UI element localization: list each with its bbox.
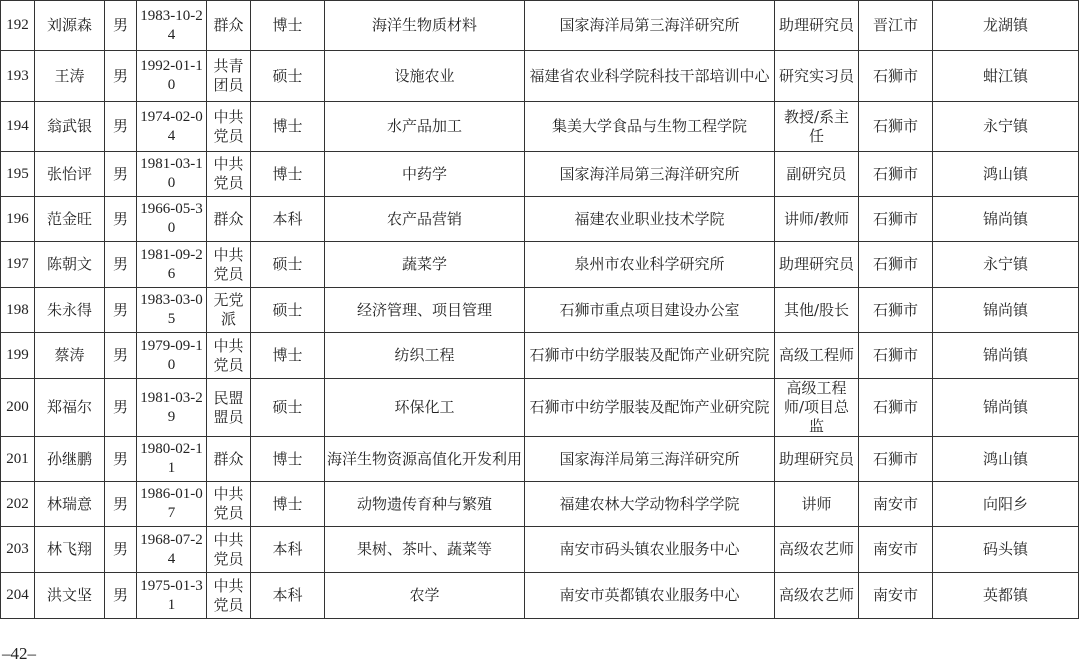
job-title-cell: 讲师/教师 — [775, 197, 859, 242]
specialty-cell: 中药学 — [325, 152, 525, 197]
row-number: 192 — [1, 1, 35, 51]
city-cell: 南安市 — [859, 482, 933, 527]
birth-date-cell: 1981-09-26 — [137, 242, 207, 288]
town-cell: 蚶江镇 — [933, 51, 1079, 102]
party-cell: 无党派 — [207, 288, 251, 333]
name-cell: 刘源森 — [35, 1, 105, 51]
party-cell: 群众 — [207, 437, 251, 482]
town-cell: 锦尚镇 — [933, 379, 1079, 437]
specialty-cell: 海洋生物资源高值化开发利用 — [325, 437, 525, 482]
name-cell: 蔡涛 — [35, 333, 105, 379]
table-row — [1, 242, 1079, 288]
name-cell: 翁武银 — [35, 102, 105, 152]
town-cell: 锦尚镇 — [933, 288, 1079, 333]
job-title-cell: 高级工程师 — [775, 333, 859, 379]
gender-cell: 男 — [105, 102, 137, 152]
table-row — [1, 573, 1079, 619]
job-title-cell: 教授/系主任 — [775, 102, 859, 152]
job-title-cell: 其他/股长 — [775, 288, 859, 333]
employer-cell: 石狮市中纺学服装及配饰产业研究院 — [525, 379, 775, 437]
city-cell: 石狮市 — [859, 152, 933, 197]
city-cell: 石狮市 — [859, 51, 933, 102]
city-cell: 南安市 — [859, 527, 933, 573]
town-cell: 龙湖镇 — [933, 1, 1079, 51]
degree-cell: 博士 — [251, 333, 325, 379]
row-number: 193 — [1, 51, 35, 102]
name-cell: 孙继鹏 — [35, 437, 105, 482]
specialty-cell: 海洋生物质材料 — [325, 1, 525, 51]
employer-cell: 福建省农业科学院科技干部培训中心 — [525, 51, 775, 102]
gender-cell: 男 — [105, 152, 137, 197]
degree-cell: 博士 — [251, 482, 325, 527]
row-number: 197 — [1, 242, 35, 288]
employer-cell: 集美大学食品与生物工程学院 — [525, 102, 775, 152]
job-title-cell: 助理研究员 — [775, 242, 859, 288]
specialty-cell: 设施农业 — [325, 51, 525, 102]
city-cell: 石狮市 — [859, 437, 933, 482]
employer-cell: 福建农林大学动物科学学院 — [525, 482, 775, 527]
specialty-cell: 动物遗传育种与繁殖 — [325, 482, 525, 527]
gender-cell: 男 — [105, 573, 137, 619]
specialty-cell: 农学 — [325, 573, 525, 619]
degree-cell: 博士 — [251, 152, 325, 197]
job-title-cell: 讲师 — [775, 482, 859, 527]
employer-cell: 南安市码头镇农业服务中心 — [525, 527, 775, 573]
degree-cell: 博士 — [251, 1, 325, 51]
table-row — [1, 482, 1079, 527]
employer-cell: 石狮市重点项目建设办公室 — [525, 288, 775, 333]
name-cell: 王涛 — [35, 51, 105, 102]
table-body — [1, 1, 1079, 619]
birth-date-cell: 1966-05-30 — [137, 197, 207, 242]
specialty-cell: 水产品加工 — [325, 102, 525, 152]
name-cell: 郑福尔 — [35, 379, 105, 437]
party-cell: 中共党员 — [207, 482, 251, 527]
name-cell: 朱永得 — [35, 288, 105, 333]
specialty-cell: 环保化工 — [325, 379, 525, 437]
town-cell: 鸿山镇 — [933, 437, 1079, 482]
city-cell: 晋江市 — [859, 1, 933, 51]
birth-date-cell: 1980-02-11 — [137, 437, 207, 482]
gender-cell: 男 — [105, 242, 137, 288]
row-number: 201 — [1, 437, 35, 482]
row-number: 202 — [1, 482, 35, 527]
page-number: –42– — [2, 644, 36, 663]
birth-date-cell: 1974-02-04 — [137, 102, 207, 152]
table-row — [1, 288, 1079, 333]
employer-cell: 泉州市农业科学研究所 — [525, 242, 775, 288]
degree-cell: 本科 — [251, 197, 325, 242]
party-cell: 中共党员 — [207, 102, 251, 152]
birth-date-cell: 1992-01-10 — [137, 51, 207, 102]
degree-cell: 本科 — [251, 573, 325, 619]
town-cell: 鸿山镇 — [933, 152, 1079, 197]
name-cell: 林瑞意 — [35, 482, 105, 527]
specialty-cell: 农产品营销 — [325, 197, 525, 242]
birth-date-cell: 1983-03-05 — [137, 288, 207, 333]
gender-cell: 男 — [105, 197, 137, 242]
name-cell: 洪文坚 — [35, 573, 105, 619]
table-row — [1, 197, 1079, 242]
row-number: 203 — [1, 527, 35, 573]
city-cell: 石狮市 — [859, 288, 933, 333]
birth-date-cell: 1981-03-10 — [137, 152, 207, 197]
row-number: 194 — [1, 102, 35, 152]
city-cell: 石狮市 — [859, 197, 933, 242]
table-row — [1, 333, 1079, 379]
job-title-cell: 助理研究员 — [775, 437, 859, 482]
specialty-cell: 蔬菜学 — [325, 242, 525, 288]
table-row — [1, 379, 1079, 437]
row-number: 199 — [1, 333, 35, 379]
job-title-cell: 高级农艺师 — [775, 527, 859, 573]
employer-cell: 南安市英都镇农业服务中心 — [525, 573, 775, 619]
table-row — [1, 152, 1079, 197]
degree-cell: 博士 — [251, 102, 325, 152]
city-cell: 石狮市 — [859, 242, 933, 288]
party-cell: 中共党员 — [207, 333, 251, 379]
party-cell: 中共党员 — [207, 242, 251, 288]
party-cell: 中共党员 — [207, 527, 251, 573]
party-cell: 民盟盟员 — [207, 379, 251, 437]
table-row — [1, 1, 1079, 51]
table-row — [1, 51, 1079, 102]
gender-cell: 男 — [105, 379, 137, 437]
gender-cell: 男 — [105, 437, 137, 482]
birth-date-cell: 1986-01-07 — [137, 482, 207, 527]
employer-cell: 石狮市中纺学服装及配饰产业研究院 — [525, 333, 775, 379]
birth-date-cell: 1979-09-10 — [137, 333, 207, 379]
employer-cell: 福建农业职业技术学院 — [525, 197, 775, 242]
city-cell: 石狮市 — [859, 333, 933, 379]
specialty-cell: 果树、茶叶、蔬菜等 — [325, 527, 525, 573]
employer-cell: 国家海洋局第三海洋研究所 — [525, 1, 775, 51]
town-cell: 英都镇 — [933, 573, 1079, 619]
table-row — [1, 102, 1079, 152]
row-number: 204 — [1, 573, 35, 619]
name-cell: 范金旺 — [35, 197, 105, 242]
degree-cell: 硕士 — [251, 51, 325, 102]
employer-cell: 国家海洋局第三海洋研究所 — [525, 437, 775, 482]
town-cell: 永宁镇 — [933, 242, 1079, 288]
name-cell: 林飞翔 — [35, 527, 105, 573]
town-cell: 永宁镇 — [933, 102, 1079, 152]
row-number: 200 — [1, 379, 35, 437]
row-number: 195 — [1, 152, 35, 197]
row-number: 198 — [1, 288, 35, 333]
town-cell: 向阳乡 — [933, 482, 1079, 527]
job-title-cell: 助理研究员 — [775, 1, 859, 51]
gender-cell: 男 — [105, 288, 137, 333]
city-cell: 石狮市 — [859, 379, 933, 437]
party-cell: 共青团员 — [207, 51, 251, 102]
party-cell: 群众 — [207, 197, 251, 242]
degree-cell: 硕士 — [251, 242, 325, 288]
town-cell: 码头镇 — [933, 527, 1079, 573]
specialty-cell: 经济管理、项目管理 — [325, 288, 525, 333]
specialty-cell: 纺织工程 — [325, 333, 525, 379]
gender-cell: 男 — [105, 527, 137, 573]
row-number: 196 — [1, 197, 35, 242]
town-cell: 锦尚镇 — [933, 197, 1079, 242]
name-cell: 陈朝文 — [35, 242, 105, 288]
job-title-cell: 副研究员 — [775, 152, 859, 197]
party-cell: 群众 — [207, 1, 251, 51]
city-cell: 南安市 — [859, 573, 933, 619]
degree-cell: 硕士 — [251, 379, 325, 437]
gender-cell: 男 — [105, 1, 137, 51]
birth-date-cell: 1983-10-24 — [137, 1, 207, 51]
party-cell: 中共党员 — [207, 573, 251, 619]
town-cell: 锦尚镇 — [933, 333, 1079, 379]
gender-cell: 男 — [105, 482, 137, 527]
degree-cell: 本科 — [251, 527, 325, 573]
gender-cell: 男 — [105, 51, 137, 102]
name-cell: 张怡评 — [35, 152, 105, 197]
degree-cell: 硕士 — [251, 288, 325, 333]
gender-cell: 男 — [105, 333, 137, 379]
table-row — [1, 527, 1079, 573]
birth-date-cell: 1981-03-29 — [137, 379, 207, 437]
table-row — [1, 437, 1079, 482]
job-title-cell: 高级农艺师 — [775, 573, 859, 619]
party-cell: 中共党员 — [207, 152, 251, 197]
job-title-cell: 研究实习员 — [775, 51, 859, 102]
birth-date-cell: 1975-01-31 — [137, 573, 207, 619]
job-title-cell: 高级工程师/项目总监 — [775, 379, 859, 437]
city-cell: 石狮市 — [859, 102, 933, 152]
degree-cell: 博士 — [251, 437, 325, 482]
birth-date-cell: 1968-07-24 — [137, 527, 207, 573]
employer-cell: 国家海洋局第三海洋研究所 — [525, 152, 775, 197]
